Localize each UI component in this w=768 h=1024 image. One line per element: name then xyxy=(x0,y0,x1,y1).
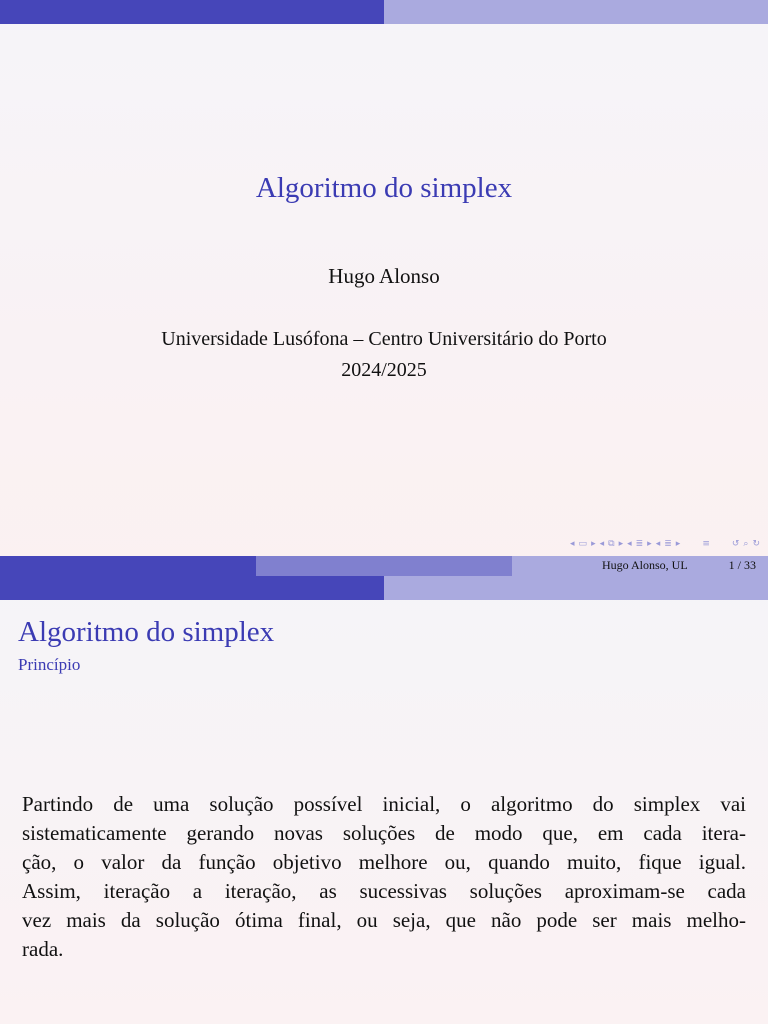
list-icon[interactable]: ≣ xyxy=(664,539,672,549)
search-icon[interactable]: ⌕ xyxy=(743,539,749,549)
footline-page-number: 1 / 33 xyxy=(728,558,756,572)
nav-prev-arrow-icon[interactable]: ◂ xyxy=(655,539,661,549)
header-bar xyxy=(0,0,768,24)
nav-prev-arrow-icon[interactable]: ◂ xyxy=(599,539,605,549)
frame-subtitle: Princípio xyxy=(18,655,81,674)
paragraph-line: vez mais da solução ótima final, ou seja, que não pode ser mais melho- xyxy=(22,908,746,932)
redo-icon[interactable]: ↻ xyxy=(752,539,760,549)
header-bar-dark xyxy=(0,0,384,24)
nav-next-arrow-icon[interactable]: ▸ xyxy=(647,539,652,549)
footline-segment-dark xyxy=(0,556,256,576)
header-bar-dark xyxy=(0,576,384,600)
presentation-date: 2024/2025 xyxy=(341,359,427,381)
paragraph-line: ção, o valor da função objetivo melhore ou, quando muito, fique igual. xyxy=(22,850,746,874)
nav-next-arrow-icon[interactable]: ▸ xyxy=(591,539,596,549)
align-icon[interactable]: ≡ xyxy=(702,539,710,549)
subsection-icon[interactable]: ⧉ xyxy=(608,539,615,549)
nav-next-arrow-icon[interactable]: ▸ xyxy=(675,539,681,549)
nav-prev-arrow-icon[interactable]: ◂ xyxy=(570,539,575,549)
presentation-institute: Universidade Lusófona – Centro Universitário do Porto xyxy=(161,328,607,350)
content-slide xyxy=(0,576,768,1024)
header-bar-light xyxy=(384,576,768,600)
nav-prev-arrow-icon[interactable]: ◂ xyxy=(627,539,632,549)
section-icon[interactable]: ≣ xyxy=(635,539,644,549)
footline xyxy=(0,556,768,576)
body-paragraph xyxy=(22,790,746,964)
footline-author: Hugo Alonso, UL xyxy=(602,558,688,572)
paragraph-line: Assim, iteração a iteração, as sucessivas soluções aproximam-se cada xyxy=(22,879,746,903)
footline-segment-mid xyxy=(256,556,512,576)
frame-icon[interactable]: ▭ xyxy=(578,539,588,549)
header-bar-light xyxy=(384,0,768,24)
nav-next-arrow-icon[interactable]: ▸ xyxy=(618,539,624,549)
undo-icon[interactable]: ↺ xyxy=(731,539,740,549)
frame-title: Algoritmo do simplex xyxy=(18,616,275,648)
presentation-title: Algoritmo do simplex xyxy=(255,172,513,204)
header-bar xyxy=(0,576,768,600)
paragraph-line: Partindo de uma solução possível inicial, o algoritmo do simplex vai xyxy=(22,792,746,816)
beamer-navigation-symbols xyxy=(570,537,760,551)
paragraph-line: rada. xyxy=(22,937,64,961)
footline-segment-light xyxy=(512,556,768,576)
presentation-author: Hugo Alonso xyxy=(328,264,440,288)
paragraph-line: sistematicamente gerando novas soluções de modo que, em cada itera- xyxy=(22,821,746,845)
